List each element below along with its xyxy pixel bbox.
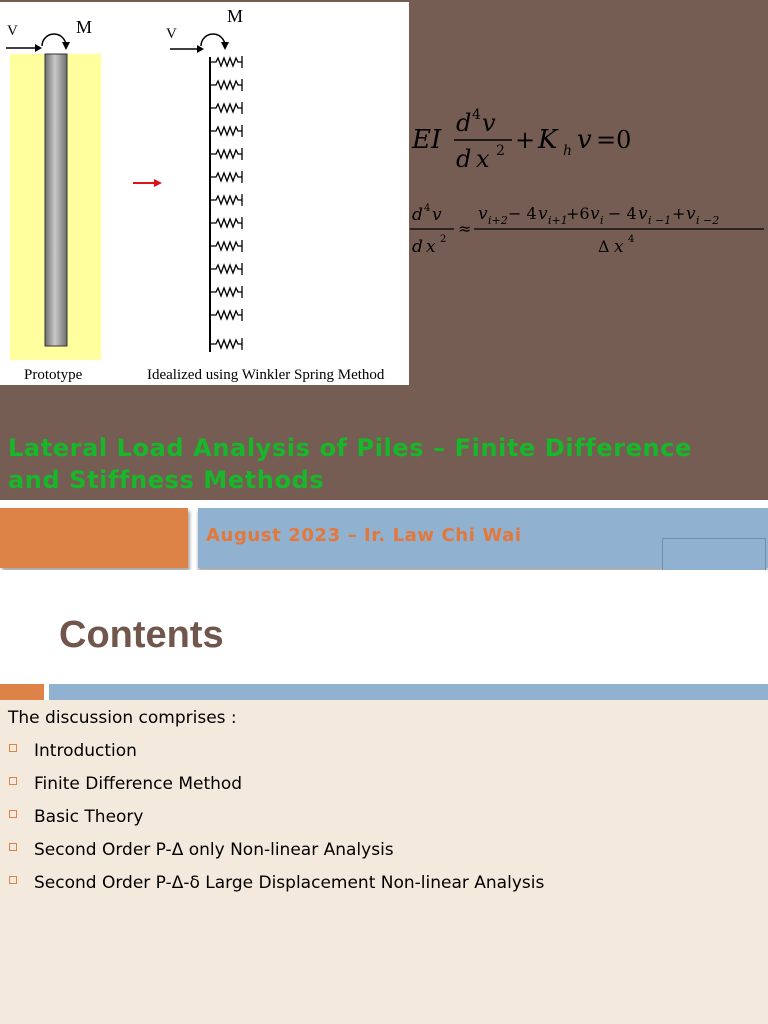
- svg-text:+: +: [515, 126, 536, 154]
- bullet-square-icon: [9, 843, 17, 851]
- list-item-label: Second Order P-Δ-δ Large Displacement Non-linear Analysis: [34, 873, 545, 893]
- right-v-label: V: [166, 26, 177, 42]
- winkler-springs: [210, 56, 242, 350]
- svg-text:i+2: i+2: [488, 214, 508, 227]
- moment-arrow-icon: [42, 34, 66, 46]
- svg-text:v: v: [638, 204, 648, 224]
- list-item-label: Second Order P-Δ only Non-linear Analysis: [34, 840, 394, 860]
- divider-blue: [49, 684, 768, 700]
- arrow-right-icon: [197, 45, 204, 53]
- svg-text:− 4: − 4: [508, 204, 537, 223]
- svg-text:v: v: [538, 204, 548, 224]
- svg-text:i −2: i −2: [696, 214, 720, 227]
- orange-accent-block: [0, 508, 188, 568]
- svg-text:i: i: [600, 214, 604, 227]
- svg-text:v: v: [478, 204, 488, 224]
- finite-difference-equation: [410, 196, 768, 262]
- svg-text:2: 2: [496, 143, 505, 159]
- svg-text:+6: +6: [566, 204, 590, 223]
- left-v-label: V: [7, 23, 18, 39]
- presentation-title: Lateral Load Analysis of Piles – Finite Difference and Stiffness Methods: [8, 434, 692, 494]
- left-m-label: M: [76, 17, 93, 37]
- bullet-square-icon: [9, 777, 17, 785]
- contents-heading: Contents: [59, 614, 224, 656]
- svg-text:d: d: [456, 109, 472, 137]
- svg-text:v: v: [432, 205, 442, 225]
- svg-text:≈: ≈: [458, 219, 472, 238]
- svg-text:d: d: [412, 237, 423, 257]
- svg-text:EI: EI: [412, 125, 442, 155]
- divider-orange: [0, 684, 44, 700]
- svg-text:4: 4: [472, 107, 481, 123]
- title-slide: [0, 0, 768, 500]
- arrow-right-icon: [35, 44, 42, 52]
- pile-figure: [0, 2, 409, 385]
- svg-text:d: d: [456, 145, 472, 173]
- svg-text:d: d: [412, 205, 423, 225]
- transform-arrow-icon: [154, 179, 162, 187]
- svg-text:i+1: i+1: [548, 214, 568, 227]
- bullet-square-icon: [9, 876, 17, 884]
- bullet-square-icon: [9, 744, 17, 752]
- list-item-label: Introduction: [34, 741, 137, 761]
- svg-text:Δ: Δ: [598, 237, 610, 256]
- pile-diagram: [0, 2, 409, 385]
- bullet-square-icon: [9, 810, 17, 818]
- right-m-label: M: [227, 6, 244, 26]
- svg-text:K: K: [538, 125, 558, 155]
- svg-text:x: x: [476, 145, 490, 173]
- contents-intro: The discussion comprises :: [8, 708, 237, 728]
- svg-text:=0: =0: [596, 126, 632, 154]
- caption-prototype: Prototype: [24, 367, 83, 383]
- caption-idealized: Idealized using Winkler Spring Method: [147, 367, 385, 383]
- svg-text:h: h: [563, 143, 573, 159]
- svg-text:+: +: [672, 204, 686, 223]
- svg-text:4: 4: [424, 203, 431, 214]
- svg-text:v: v: [577, 125, 592, 155]
- list-item-label: Basic Theory: [34, 807, 144, 827]
- governing-equation: [410, 103, 760, 175]
- svg-text:x: x: [426, 237, 436, 257]
- svg-text:− 4: − 4: [608, 204, 637, 223]
- svg-text:4: 4: [628, 234, 635, 245]
- svg-text:i −1: i −1: [648, 214, 672, 227]
- presentation-subtitle: August 2023 – Ir. Law Chi Wai: [206, 525, 522, 546]
- svg-text:v: v: [686, 204, 696, 224]
- svg-text:2: 2: [440, 234, 447, 245]
- svg-text:x: x: [614, 237, 624, 257]
- placeholder-box: [662, 538, 766, 574]
- svg-text:v: v: [590, 204, 600, 224]
- moment-arrow-icon: [201, 34, 225, 46]
- pile-shaft: [45, 54, 67, 346]
- svg-text:v: v: [482, 109, 496, 137]
- list-item-label: Finite Difference Method: [34, 774, 243, 794]
